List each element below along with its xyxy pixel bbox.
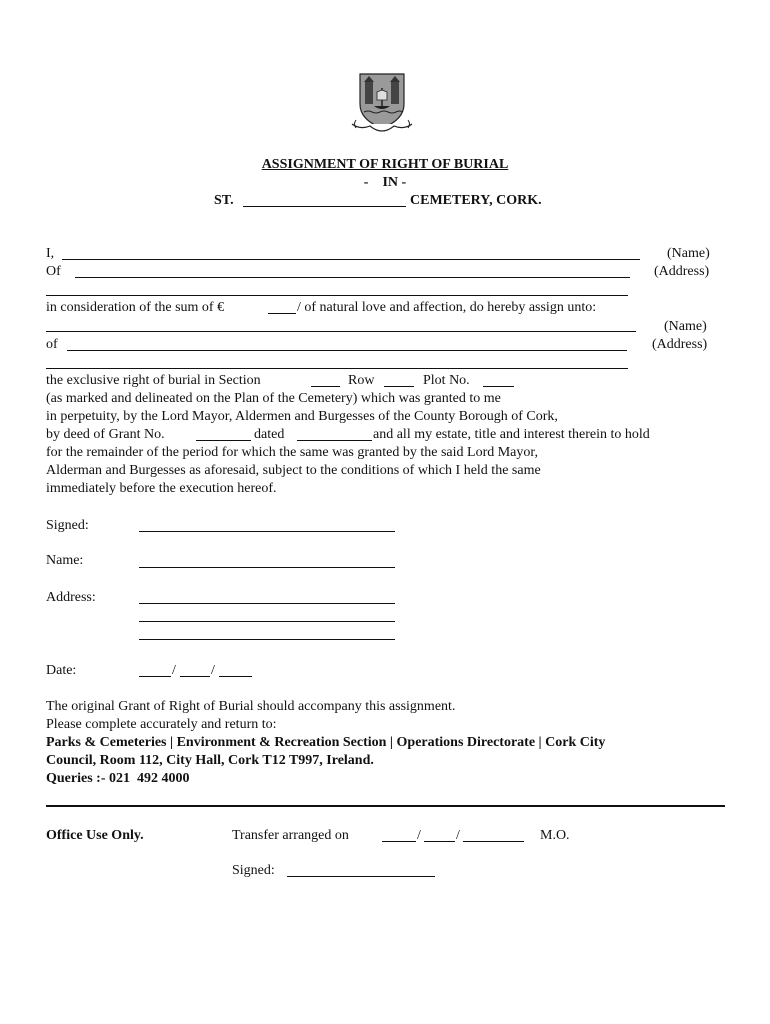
- transfer-separator-2: /: [456, 828, 460, 843]
- transfer-separator-1: /: [417, 828, 421, 843]
- transfer-year-field[interactable]: [463, 841, 524, 842]
- row-field[interactable]: [384, 386, 414, 387]
- deed-text: by deed of Grant No.: [46, 427, 165, 442]
- footer-queries: Queries :- 021 492 4000: [46, 771, 190, 786]
- assignor-address-field[interactable]: [75, 277, 630, 278]
- address-field-2[interactable]: [139, 621, 395, 622]
- body-line-5: for the remainder of the period for which the same was granted by the said Lord Mayor,: [46, 445, 538, 460]
- body-line-3: in perpetuity, by the Lord Mayor, Aldermen and Burgesses of the County Borough of Cork,: [46, 409, 558, 424]
- date-label: Date:: [46, 663, 77, 678]
- city-crest-icon: [350, 70, 414, 136]
- assignee-name-field[interactable]: [46, 331, 636, 332]
- transfer-text: Transfer arranged on: [232, 828, 349, 843]
- body-line-6: Alderman and Burgesses as aforesaid, subject to the conditions of which I held the same: [46, 463, 541, 478]
- cemetery-name-field[interactable]: [243, 206, 406, 207]
- office-signed-label: Signed:: [232, 863, 275, 878]
- footer-note-1: The original Grant of Right of Burial should accompany this assignment.: [46, 699, 456, 714]
- assignor-of-label: Of: [46, 264, 61, 279]
- body-line-2: (as marked and delineated on the Plan of the Cemetery) which was granted to me: [46, 391, 501, 406]
- date-separator-2: /: [211, 663, 215, 678]
- assignor-name-field[interactable]: [62, 259, 640, 260]
- transfer-day-field[interactable]: [382, 841, 416, 842]
- signed-label: Signed:: [46, 518, 89, 533]
- signed-field[interactable]: [139, 531, 395, 532]
- assignor-name-label: (Name): [667, 246, 710, 261]
- name-label: Name:: [46, 553, 84, 568]
- footer-address-1: Parks & Cemeteries | Environment & Recreation Section | Operations Directorate | Cork City: [46, 735, 606, 750]
- consideration-sum-field[interactable]: [268, 313, 296, 314]
- date-separator-1: /: [172, 663, 176, 678]
- name-field[interactable]: [139, 567, 395, 568]
- plot-field[interactable]: [483, 386, 514, 387]
- header-in-line: - IN -: [363, 175, 407, 190]
- divider: [46, 805, 725, 807]
- assignor-i-label: I,: [46, 246, 55, 261]
- address-field-1[interactable]: [139, 603, 395, 604]
- footer-address-2: Council, Room 112, City Hall, Cork T12 T997, Ireland.: [46, 753, 374, 768]
- address-label: Address:: [46, 590, 96, 605]
- assignor-address-field-2[interactable]: [46, 295, 628, 296]
- footer-note-2: Please complete accurately and return to:: [46, 717, 277, 732]
- row-text: Row: [348, 373, 375, 388]
- date-day-field[interactable]: [139, 676, 171, 677]
- body-line-7: immediately before the execution hereof.: [46, 481, 277, 496]
- assignee-address-field-2[interactable]: [46, 368, 628, 369]
- header-cemetery-suffix: CEMETERY, CORK.: [410, 193, 542, 208]
- consideration-text-after: / of natural love and affection, do hereby assign unto:: [297, 300, 597, 315]
- transfer-month-field[interactable]: [424, 841, 455, 842]
- address-field-3[interactable]: [139, 639, 395, 640]
- date-month-field[interactable]: [180, 676, 210, 677]
- header-st-prefix: ST.: [214, 193, 234, 208]
- date-year-field[interactable]: [219, 676, 252, 677]
- plot-text: Plot No.: [423, 373, 470, 388]
- assignee-address-label: (Address): [652, 337, 708, 352]
- office-signed-field[interactable]: [287, 876, 435, 877]
- section-field[interactable]: [311, 386, 340, 387]
- consideration-text-before: in consideration of the sum of €: [46, 300, 225, 315]
- mo-label: M.O.: [540, 828, 570, 843]
- form-title: ASSIGNMENT OF RIGHT OF BURIAL: [261, 157, 509, 172]
- assignee-of-label: of: [46, 337, 58, 352]
- section-text: the exclusive right of burial in Section: [46, 373, 261, 388]
- assignee-address-field[interactable]: [67, 350, 627, 351]
- deed-date-field[interactable]: [297, 440, 372, 441]
- dated-text: dated: [254, 427, 285, 442]
- assignor-address-label: (Address): [654, 264, 710, 279]
- estate-text: and all my estate, title and interest therein to hold: [373, 427, 650, 442]
- assignee-name-label: (Name): [664, 319, 707, 334]
- office-use-label: Office Use Only.: [46, 828, 144, 843]
- deed-number-field[interactable]: [196, 440, 251, 441]
